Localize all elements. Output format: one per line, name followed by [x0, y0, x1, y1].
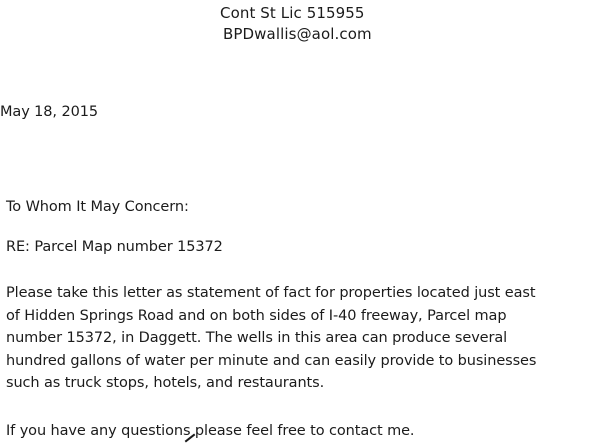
closing-text-before: If you have any questions — [6, 423, 191, 439]
body-line: of Hidden Springs Road and on both sides of I-40 freeway, Parcel map — [6, 307, 507, 324]
body-line: hundred gallons of water per minute and can easily provide to businesses — [6, 352, 537, 369]
closing-line — [6, 420, 414, 442]
body-line: Please take this letter as statement of fact for properties located just east — [6, 285, 536, 301]
body-line: number 15372, in Daggett. The wells in this area can produce several — [6, 330, 508, 346]
closing-text-after: please feel free to contact me. — [194, 423, 415, 439]
body-line: such as truck stops, hotels, and restaurants. — [6, 375, 325, 391]
email-address: BPDwallis@aol.com — [223, 25, 372, 43]
subject-line: RE: Parcel Map number 15372 — [6, 239, 223, 255]
letter-date: May 18, 2015 — [0, 104, 98, 120]
letter-body — [6, 282, 596, 395]
contractor-license: Cont St Lic 515955 — [220, 4, 365, 22]
salutation: To Whom It May Concern: — [6, 199, 189, 215]
